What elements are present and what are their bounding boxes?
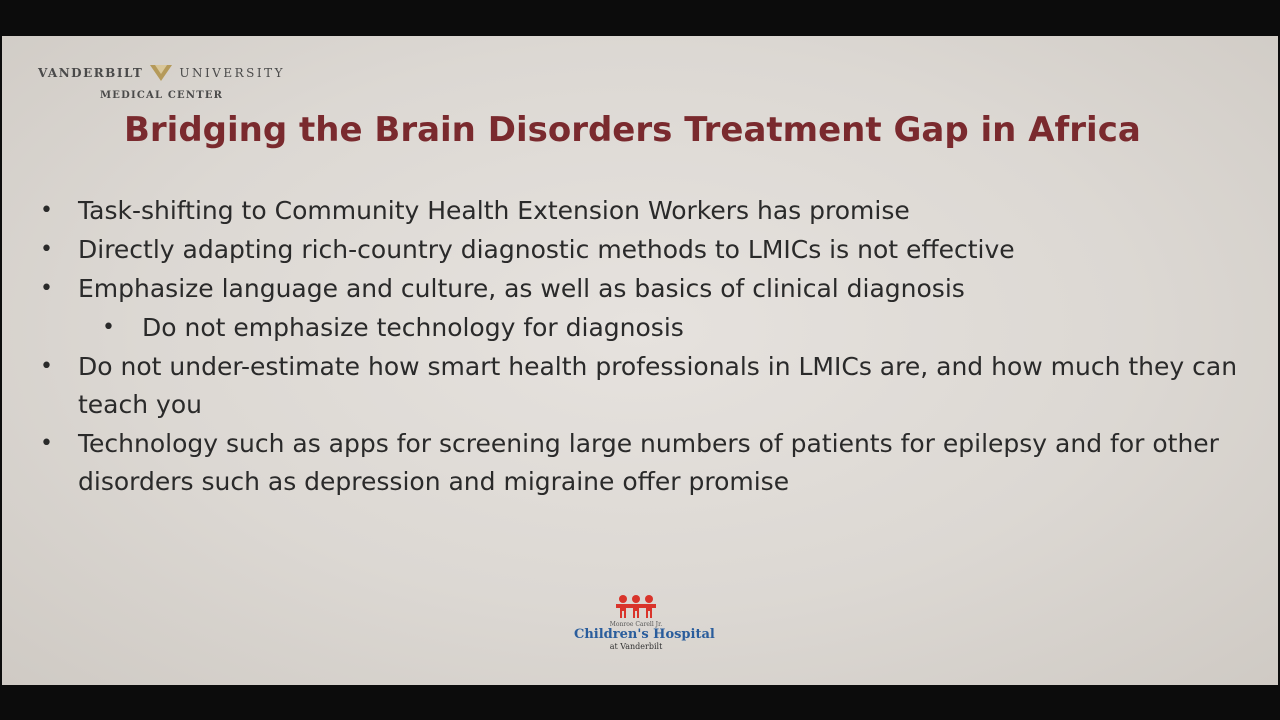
bullet-item	[40, 348, 1240, 424]
bullet-item	[40, 270, 1240, 308]
children-figures-icon	[614, 594, 658, 620]
bullet-icon: •	[102, 315, 115, 340]
presentation-slide	[2, 36, 1278, 685]
bullet-text: Technology such as apps for screening large numbers of patients for epilepsy and for other disorders such as depression and migraine offer promise	[78, 429, 1219, 496]
brand-name-left: VANDERBILT	[38, 66, 144, 80]
bullet-text: Do not emphasize technology for diagnosis	[142, 313, 684, 342]
bullet-item	[40, 192, 1240, 230]
vanderbilt-v-icon	[149, 64, 173, 82]
slide-title: Bridging the Brain Disorders Treatment Gap in Africa	[124, 110, 1141, 150]
bullet-text: Directly adapting rich-country diagnostic methods to LMICs is not effective	[78, 235, 1015, 264]
bullet-list	[40, 192, 1240, 502]
logo-line1: Monroe Carell Jr.	[609, 621, 663, 628]
brand-subtitle: MEDICAL CENTER	[100, 90, 224, 101]
bullet-icon: •	[40, 198, 53, 223]
brand-name-right: UNIVERSITY	[179, 66, 286, 80]
bullet-text: Task-shifting to Community Health Extension Workers has promise	[78, 196, 910, 225]
bullet-icon: •	[40, 237, 53, 262]
bullet-text: Emphasize language and culture, as well as basics of clinical diagnosis	[78, 274, 965, 303]
bullet-icon: •	[40, 431, 53, 456]
vanderbilt-logo	[38, 64, 285, 101]
bullet-icon: •	[40, 276, 53, 301]
childrens-hospital-logo	[574, 594, 715, 651]
bullet-item	[40, 231, 1240, 269]
bullet-icon: •	[40, 354, 53, 379]
logo-line2: Children's Hospital	[574, 627, 715, 642]
bullet-text: Do not under-estimate how smart health professionals in LMICs are, and how much they can teach you	[78, 352, 1238, 419]
sub-bullet-item	[102, 309, 1240, 347]
bullet-item	[40, 425, 1240, 501]
logo-line3: at Vanderbilt	[609, 642, 663, 651]
